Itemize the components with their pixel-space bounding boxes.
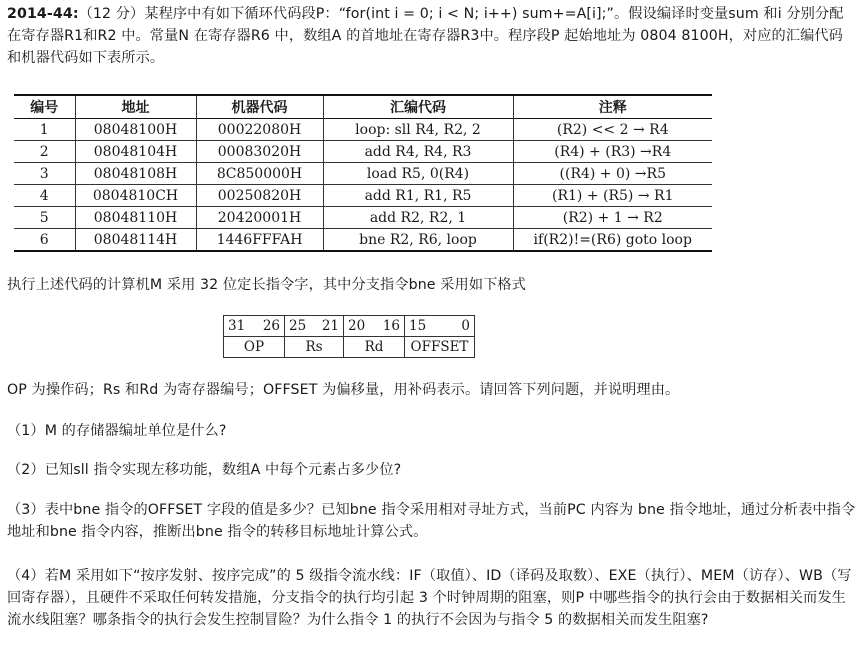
- table-row: [14, 119, 712, 141]
- row-assembly: bne R2, R6, loop: [323, 229, 513, 252]
- row-index: 2: [14, 141, 75, 163]
- row-comment: if(R2)!=(R6) goto loop: [513, 229, 712, 252]
- row-address: 08048100H: [75, 119, 196, 141]
- bit-range-row: [224, 316, 475, 337]
- row-assembly: add R1, R1, R5: [323, 185, 513, 207]
- table-row: [14, 163, 712, 185]
- format-intro: 执行上述代码的计算机M 采用 32 位定长指令字，其中分支指令bne 采用如下格式: [7, 277, 526, 293]
- code-table-header-row: [14, 95, 712, 119]
- row-address: 08048104H: [75, 141, 196, 163]
- row-index: 3: [14, 163, 75, 185]
- bits-rs: 25 21: [285, 316, 344, 337]
- row-comment: (R1) + (R5) → R1: [513, 185, 712, 207]
- row-assembly: load R5, 0(R4): [323, 163, 513, 185]
- table-row: [14, 141, 712, 163]
- row-index: 1: [14, 119, 75, 141]
- bits-offset: 15 0: [405, 316, 475, 337]
- code-table: [14, 94, 712, 252]
- question-1: （1）M 的存储器编址单位是什么?: [7, 423, 227, 439]
- question-3: （3）表中bne 指令的OFFSET 字段的值是多少？已知bne 指令采用相对寻址方式，当前PC 内容为 bne 指令地址，通过分析表中指令地址和bne 指令内容，推断出bne 指令的转移目标地址计算公式。: [7, 502, 856, 540]
- table-row: [14, 185, 712, 207]
- question-2: （2）已知sll 指令实现左移功能，数组A 中每个元素占多少位?: [7, 462, 402, 478]
- field-op: OP: [224, 337, 285, 358]
- row-machine-code: 8C850000H: [196, 163, 323, 185]
- header-machine-code: 机器代码: [196, 95, 323, 119]
- row-machine-code: 1446FFFAH: [196, 229, 323, 252]
- row-address: 0804810CH: [75, 185, 196, 207]
- row-machine-code: 20420001H: [196, 207, 323, 229]
- bits-rd: 20 16: [344, 316, 405, 337]
- problem-year: 2014-44:: [7, 6, 79, 22]
- row-machine-code: 00250820H: [196, 185, 323, 207]
- header-comment: 注释: [513, 95, 712, 119]
- row-assembly: add R4, R4, R3: [323, 141, 513, 163]
- row-assembly: loop: sll R4, R2, 2: [323, 119, 513, 141]
- row-comment: (R4) + (R3) →R4: [513, 141, 712, 163]
- field-offset: OFFSET: [405, 337, 475, 358]
- row-comment: (R2) << 2 → R4: [513, 119, 712, 141]
- table-row: [14, 229, 712, 252]
- row-index: 5: [14, 207, 75, 229]
- row-index: 4: [14, 185, 75, 207]
- question-4: （4）若M 采用如下“按序发射、按序完成”的 5 级指令流水线：IF（取值）、ID（译码及取数）、EXE（执行）、MEM（访存）、WB（写回寄存器），且硬件不采取任何转发措施，分支指令的执行均引起 3 个时钟周期的阻塞，则P 中哪些指令的执行会由于数据相关而发生流水线阻塞？哪条指令的执行会发生控制冒险？为什么指令 1 的执行不会因为与指令 5 的数据相关而发生阻塞?: [7, 568, 852, 628]
- table-row: [14, 207, 712, 229]
- row-address: 08048110H: [75, 207, 196, 229]
- problem-intro: [7, 3, 857, 69]
- header-assembly: 汇编代码: [323, 95, 513, 119]
- row-assembly: add R2, R2, 1: [323, 207, 513, 229]
- row-comment: (R2) + 1 → R2: [513, 207, 712, 229]
- row-comment: ((R4) + 0) →R5: [513, 163, 712, 185]
- row-index: 6: [14, 229, 75, 252]
- bits-op: 31 26: [224, 316, 285, 337]
- row-address: 08048114H: [75, 229, 196, 252]
- problem-intro-text: （12 分）某程序中有如下循环代码段P：“for(int i = 0; i < N; i++) sum+=A[i];”。假设编译时变量sum 和i 分别分配在寄存器R1和R2 中。常量N 在寄存器R6 中，数组A 的首地址在寄存器R3中。程序段P 起始地址为 0804 8100H，对应的汇编代码和机器代码如下表所示。: [7, 6, 844, 66]
- header-address: 地址: [75, 95, 196, 119]
- field-name-row: [224, 337, 475, 358]
- row-machine-code: 00083020H: [196, 141, 323, 163]
- field-rd: Rd: [344, 337, 405, 358]
- field-rs: Rs: [285, 337, 344, 358]
- instruction-format-table: [223, 315, 475, 358]
- row-address: 08048108H: [75, 163, 196, 185]
- format-note: OP 为操作码；Rs 和Rd 为寄存器编号；OFFSET 为偏移量，用补码表示。请回答下列问题，并说明理由。: [7, 382, 680, 398]
- row-machine-code: 00022080H: [196, 119, 323, 141]
- header-index: 编号: [14, 95, 75, 119]
